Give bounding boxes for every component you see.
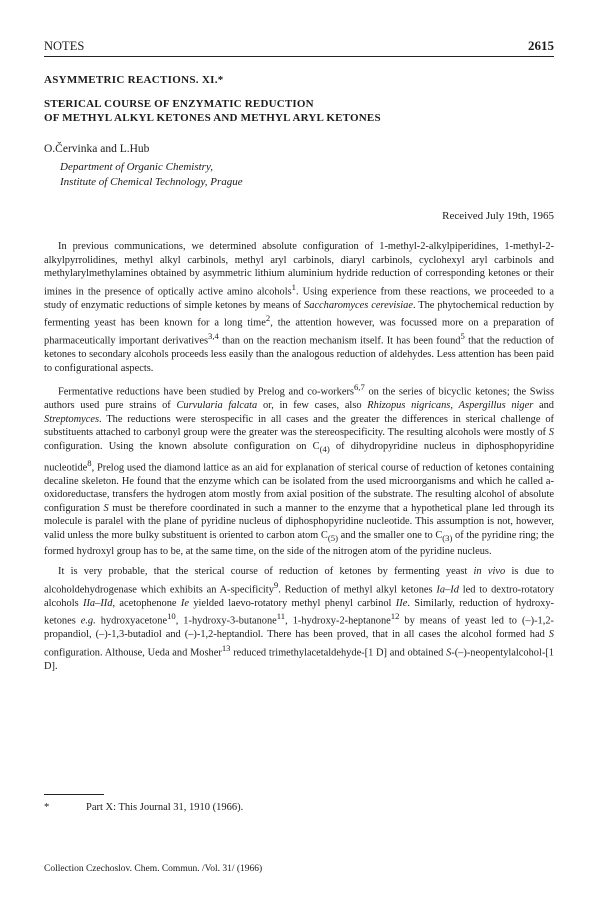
paragraph-1: In previous communications, we determined absolute configuration of 1-methyl-2-alkylpiperidines, 1-methyl-2-alkylpyrrolidines, methyl alkyl carbinols, methyl aryl carbinols, diaryl carbinols, cyclohexyl aryl carbinols and methylarylmethylamines obtained by asymmetric lithium aluminium hydride reduction of corresponding ketones or their imines in the presence of optically active amino alcohols$^1$. Using experience from these reactions, we proceeded to a study of enzymatic reductions of simple ketones by means of Saccharomyces cerevisiae. The phytochemical reduction by fermenting yeast has been known for a long time$^2$, the attention however, was focussed more on a preparation of pharmaceutically important derivatives$^{3,4}$ than on the reaction mechanism itself. It has been found$^5$ that the reduction of ketones to secondary alcohols proceeds less easily than the analogous reduction of aldehydes. Less attention has been paid to configurational aspects.: [44, 241, 554, 374]
article-title: [44, 97, 381, 125]
article-body: [44, 240, 554, 679]
title-line: OF METHYL ALKYL KETONES AND METHYL ARYL KETONES: [44, 112, 381, 124]
page-number: 2615: [528, 38, 554, 53]
section-name: NOTES: [44, 39, 85, 53]
running-head: [44, 38, 554, 54]
received-date: Received July 19th, 1965: [442, 210, 554, 222]
paragraph-2: Fermentative reductions have been studied by Prelog and co-workers$^{6,7}$ on the series of bicyclic ketones; the Swiss authors used pure strains of Curvularia falcata or, in few cases, also Rhizopus nigricans, Aspergillus niger and Streptomyces. The reductions were sterospecific in all cases and the greater the differences in sterical challenge of substituents attached to carbonyl group were the greater was the stereospecificity. The resulting alcohols were mostly of S configuration. Using the known absolute configuration on $C_{(4)}$ of dihydropyridine nucleus in diphosphopyridine nucleotide$^8$, Prelog used the diamond lattice as an aid for explanation of sterical course of reduction of ketones containing decaline skeleton. He found that the enzyme which can be isolated from the used microorganisms and which he called a-oxidoreductase, transfers the hydrogen atom mostly from axial position of the substrate. The resulting alcohol of absolute configuration S must be therefore coordinated in such a manner to the enzyme that a hypothetical plane led through its molecule is paralel with the plane of pyridine nucleus of diphosphopyridine nucleotide. This assumption is not, however, valid unless the more bulky substituent is oriented to carbon atom $C_{(5)}$ and the smaller one to $C_{(3)}$ of the pyridine ring; the formed hydroxyl group has to be, at the same time, on the side of the nitrogen atom of the pyridine nucleus.: [44, 382, 554, 558]
authors: O.Červinka and L.Hub: [44, 143, 150, 155]
header-rule: [44, 56, 554, 57]
title-line: STERICAL COURSE OF ENZYMATIC REDUCTION: [44, 98, 314, 110]
footnote: [44, 802, 554, 813]
affiliation-line: Department of Organic Chemistry,: [60, 161, 213, 173]
footnote-text: Part X: This Journal 31, 1910 (1966).: [86, 802, 244, 813]
paragraph-3: It is very probable, that the sterical course of reduction of ketones by fermenting yeast in vivo is due to alcoholdehydrogenase which exhibits an A-specificity$^9$. Reduction of methyl alkyl ketones Ia–Id led to dextro-rotatory alcohols IIa–IId, acetophenone Ie yielded laevo-rotatory methyl phenyl carbinol IIe. Similarly, reduction of hydroxy-ketones e.g. hydroxyacetone$^{10}$, 1-hydroxy-3-butanone$^{11}$, 1-hydroxy-2-heptanone$^{12}$ by means of yeast led to (–)-1,2-propandiol, (–)-1,3-butadiol and (–)-1,2-heptandiol. There has been proved, that in all cases the alcohol formed had S configuration. Althouse, Ueda and Mosher$^{13}$ reduced trimethylacetaldehyde-[1 D] and obtained S-(–)-neopentylalcohol-[1 D].: [44, 565, 554, 672]
footnote-mark: *: [44, 802, 50, 813]
affiliation-line: Institute of Chemical Technology, Prague: [60, 176, 243, 188]
journal-footer: Collection Czechoslov. Chem. Commun. /Vol. 31/ (1966): [44, 864, 263, 874]
footnote-rule: [44, 794, 104, 795]
affiliation: [60, 160, 243, 190]
series-title: ASYMMETRIC REACTIONS. XI.*: [44, 74, 224, 86]
